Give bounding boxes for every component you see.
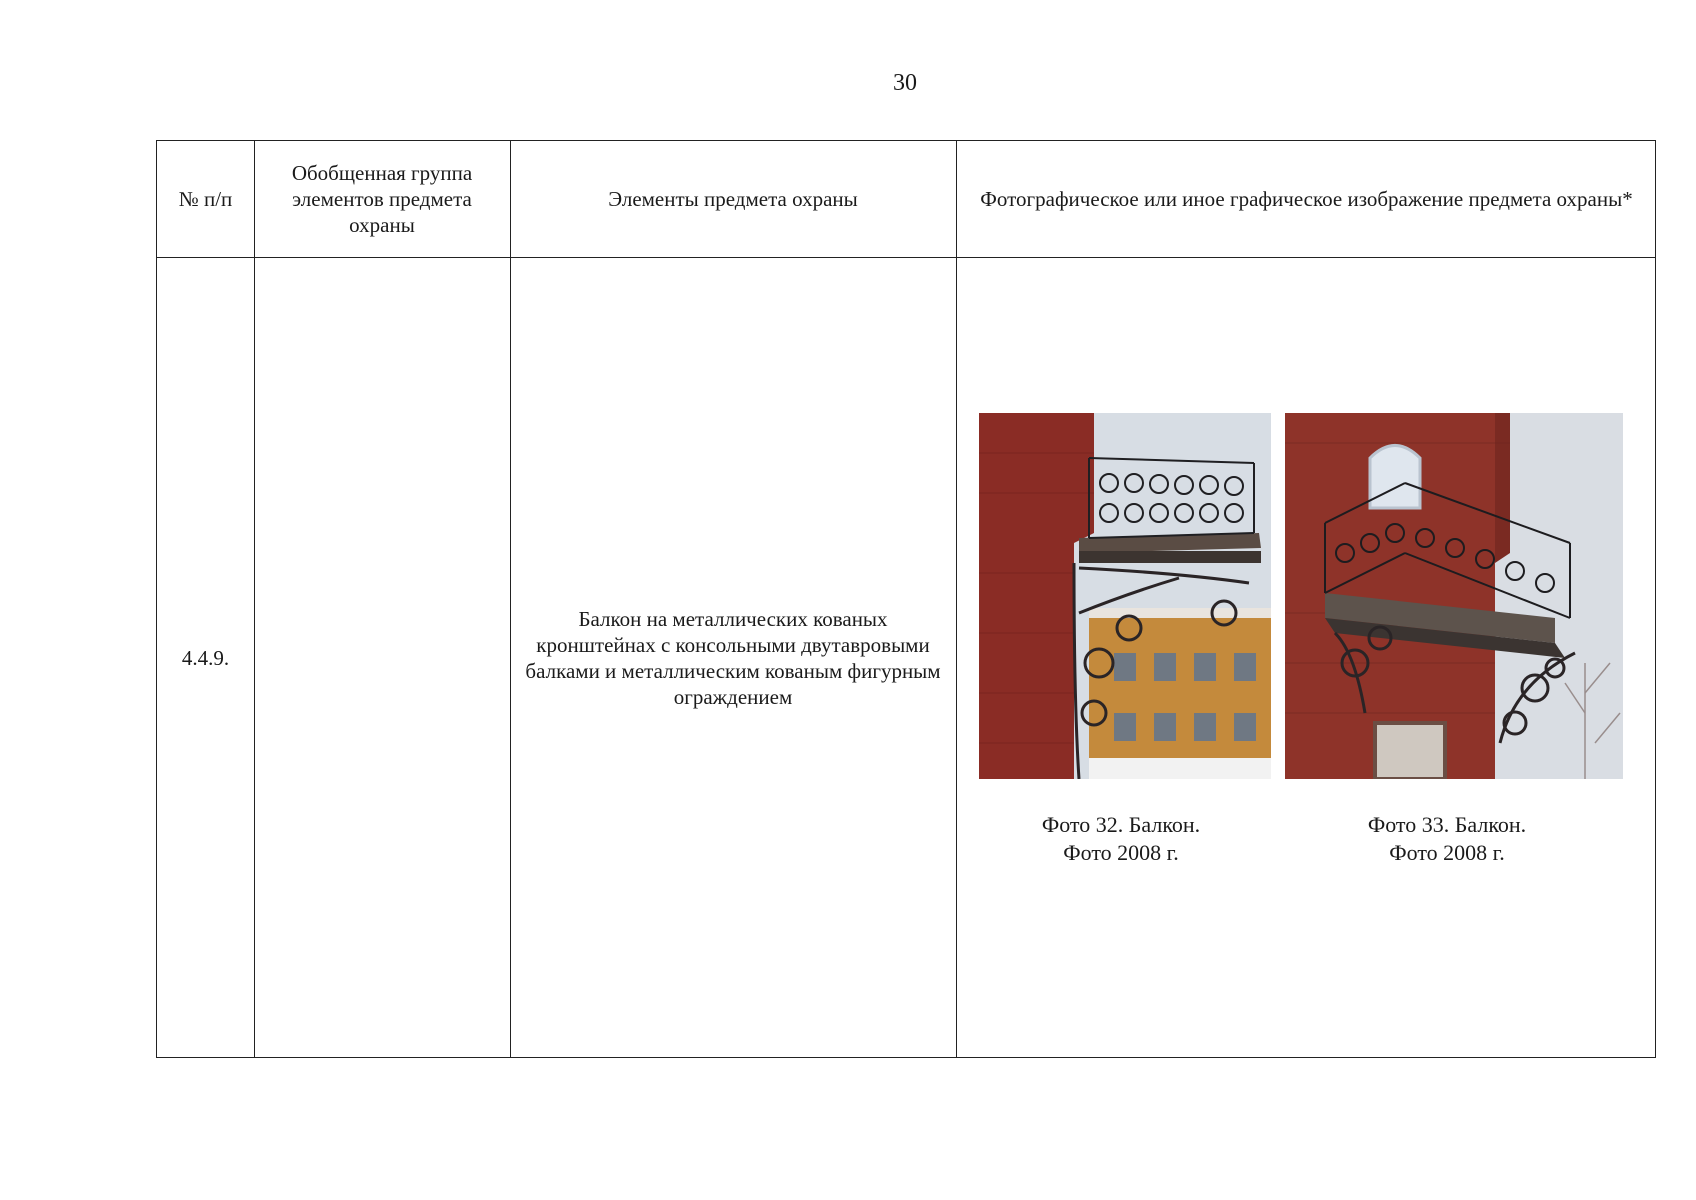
header-elements: Элементы предмета охраны — [608, 187, 858, 211]
protection-table — [156, 140, 1656, 1058]
header-group: Обобщенная группа элементов предмета охраны — [291, 161, 473, 237]
balcony-photo-33 — [1285, 413, 1623, 779]
column-divider — [956, 141, 957, 1057]
header-image: Фотографическое или иное графическое изображение предмета охраны* — [980, 187, 1633, 211]
page-number: 30 — [893, 70, 917, 96]
row-elements: Балкон на металлических кованых кронштейнах с консольными двутавровыми балками и металлическим кованым фигурным ограждением — [525, 607, 941, 709]
balcony-photo-32 — [979, 413, 1271, 779]
photo-33-caption-line2: Фото 2008 г. — [1389, 840, 1505, 865]
row-number: 4.4.9. — [181, 646, 230, 670]
photo-33-caption — [1287, 811, 1607, 867]
photo-33-caption-line1: Фото 33. Балкон. — [1367, 812, 1527, 837]
header-number: № п/п — [178, 187, 233, 211]
row-group — [254, 257, 510, 1059]
photo-32-caption — [961, 811, 1281, 867]
photo-32-caption-line2: Фото 2008 г. — [1063, 840, 1179, 865]
photo-32-caption-line1: Фото 32. Балкон. — [1041, 812, 1201, 837]
